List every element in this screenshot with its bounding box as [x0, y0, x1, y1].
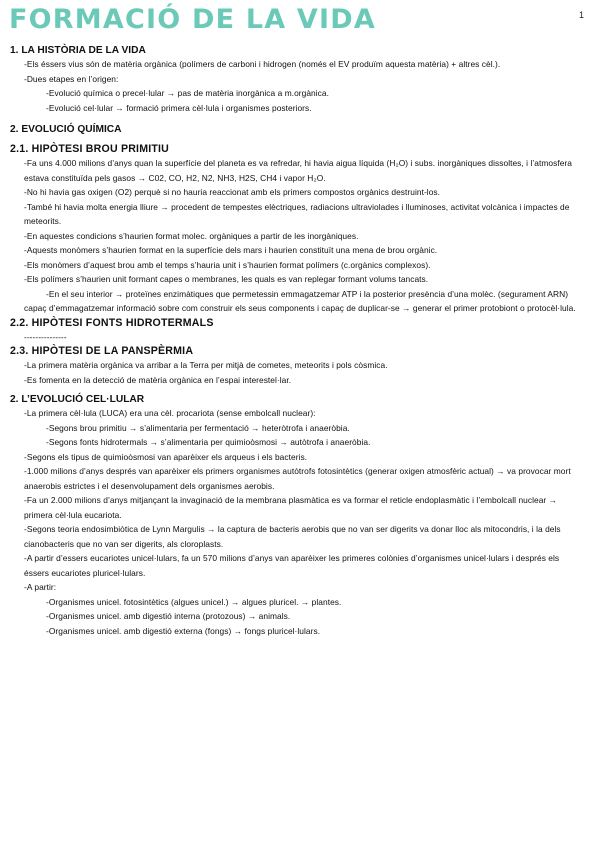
section-heading: 2. EVOLUCIÓ QUÍMICA [10, 124, 122, 135]
paragraph: -1.000 milions d’anys després van aparèixer els primers organismes autòtrofs fotosintètics (generar oxigen atmosfèric actual) → va provocar mort anaerobis estrictes i el desenvolupament dels organismes aerobis. [24, 466, 571, 491]
paragraph: -Evolució química o precel·lular → pas de matèria inorgànica a m.orgànica. [46, 88, 329, 98]
paragraph: -La primera matèria orgànica va arribar a la Terra per mitjà de cometes, meteorits i pols còsmica. [24, 360, 388, 370]
paragraph: -Els éssers vius són de matèria orgànica (polímers de carboni i hidrogen (només el EV produïm aquesta matèria) + altres cèl.). [24, 59, 501, 69]
paragraph: -Els monòmers d’aquest brou amb el temps s’hauria unit i s’haurien format polímers (c.orgànics complexos). [24, 259, 431, 270]
paragraph: -La primera cèl·lula (LUCA) era una cèl. procariota (sense embolcall nuclear): [24, 408, 316, 418]
paragraph: -A partir d’essers eucariotes unicel·lulars, fa un 570 milions d’anys van aparèixer les primeres colònies d’organismes unicel·lulars i després els éssers eucariotes pluricel·lulars. [24, 553, 560, 578]
subsection-heading: 2.2. HIPÒTESI FONTS HIDROTERMALS [10, 316, 214, 329]
paragraph: -Organismes unicel. fotosintètics (algues unicel.) → algues pluricel. → plantes. [46, 596, 342, 607]
paragraph: -Segons brou primitiu → s’alimentaria per fermentació → heteròtrofa i anaeròbia. [46, 422, 350, 433]
paragraph: -Fa un 2.000 milions d’anys mitjançant la invaginació de la membrana plasmàtica es va formar el reticle endoplasmàtic i l’embolcall nuclear → primera cèl·lula eucariota. [24, 495, 558, 520]
section-history [10, 44, 582, 115]
paragraph: -En el seu interior → proteïnes enzimàtiques que permetessin emmagatzemar ATP i la posterior presència d’una molèc. (segurament ARN) capaç d’emmagatzemar informació sobre com construir els seus components i capaç de duplicar-se → generar el primer protobiont o protocèl·lula. [24, 288, 576, 313]
document-body [10, 44, 582, 638]
subsection-heading: 2.1. HIPÒTESI BROU PRIMITIU [10, 143, 170, 155]
paragraph: -A partir: [24, 582, 57, 592]
paragraph: -Dues etapes en l’origen: [24, 73, 119, 84]
paragraph: -Fa uns 4.000 milions d’anys quan la superfície del planeta es va refredar, hi havia aigua líquida (H₂O) i subs. inorgàniques dissoltes, i l’atmosfera estava constituïda pels gasos → C02, CO, H2, N2, NH3, H2S, CH4 i vapor H₂O. [24, 158, 572, 183]
paragraph: -Segons fonts hidrotermals → s’alimentaria per quimioòsmosi → autòtrofa i anaeròbia. [46, 437, 371, 447]
paragraph: -Els polímers s’haurien unit formant capes o membranes, les quals es van replegar formant volums tancats. [24, 274, 429, 284]
paragraph: -Organismes unicel. amb digestió externa (fongs) → fongs pluricel·lulars. [46, 625, 321, 636]
section-heading: 1. LA HISTÒRIA DE LA VIDA [10, 45, 146, 56]
paragraph: -Segons teoria endosimbiòtica de Lynn Margulis → la captura de bacteris aerobis que no van ser digerits va donar lloc als mitocondris, i la dels cianobacteris que no van ser digerits, als cloroplasts. [24, 524, 561, 549]
paragraph: -No hi havia gas oxigen (O2) perquè si no hauria reaccionat amb els primers compostos orgànics destruint-los. [24, 187, 441, 197]
paragraph: -També hi havia molta energia lliure → procedent de tempestes elèctriques, radiacions ultraviolades i lluminoses, activitat volcànica i impactes de meteorits. [24, 201, 570, 226]
paragraph: -Segons els tipus de quimioòsmosi van aparèixer els arqueus i els bacteris. [24, 451, 308, 462]
paragraph: --------------- [24, 331, 67, 342]
subsection-heading: 2.3. HIPÒTESI DE LA PANSPÈRMIA [10, 345, 194, 357]
paragraph: -Organismes unicel. amb digestió interna (protozous) → animals. [46, 611, 291, 621]
paragraph: -Aquests monòmers s’haurien format en la superfície dels mars i haurien constituït una mena de brou orgànic. [24, 245, 438, 255]
page-number: 1 [578, 10, 584, 20]
paragraph: -Es fomenta en la detecció de matèria orgànica en l’espai interestel·lar. [24, 374, 292, 385]
section-heading: 2. L’EVOLUCIÓ CEL·LULAR [10, 394, 145, 405]
section-chemical-evolution [10, 123, 582, 387]
paragraph: -En aquestes condicions s’haurien format molec. orgàniques a partir de les inorgàniques. [24, 230, 359, 241]
page-title: FORMACIÓ DE LA VIDA [9, 4, 376, 35]
paragraph: -Evolució cel·lular → formació primera cèl·lula i organismes posteriors. [46, 102, 312, 113]
section-cellular-evolution [10, 393, 582, 638]
